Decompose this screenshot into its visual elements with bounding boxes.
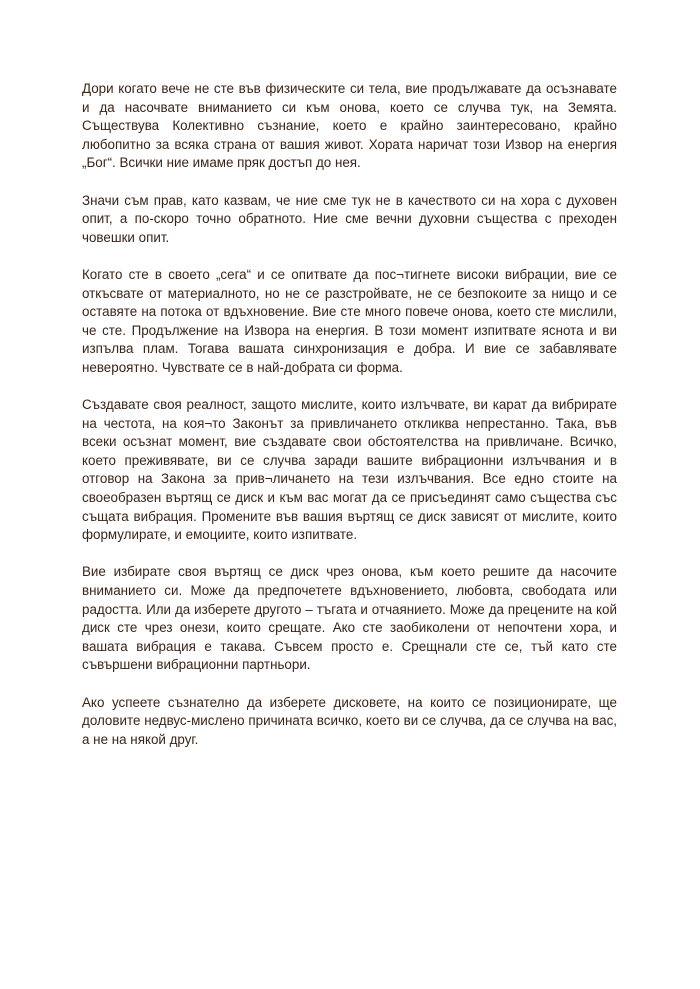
- paragraph-4: Създавате своя реалност, защото мислите, които излъчвате, ви карат да вибрирате на честота, на коя¬то Законът за привличането откликва непрестанно. Така, във всеки осъзнат момент, вие създавате свои обстоятелства на привличане. Всичко, което преживявате, ви се случва заради вашите вибрационни излъчвания и в отговор на Закона за прив¬личането на тези излъчвания. Все едно стоите на своеобразен въртящ се диск и към вас могат да се присъединят само същества със същата вибрация. Промените във вашия въртящ се диск зависят от мислите, които формулирате, и емоциите, които изпитвате.: [82, 397, 617, 543]
- paragraph-3: Когато сте в своето „сега“ и се опитвате да пос¬тигнете високи вибрации, вие се откъсвате от материалното, но не се разстройвате, не се безпокоите за нищо и се оставяте на потока от вдъхновение. Вие сте много повече онова, което сте мислили, че сте. Продължение на Извора на енергия. В този момент изпитвате яснота и ви изпълва плам. Тогава вашата синхронизация е добра. И вие се забавлявате невероятно. Чувствате се в най-добрата си форма.: [82, 266, 617, 375]
- document-body: [82, 80, 617, 768]
- paragraph-6: Ако успеете съзнателно да изберете дисковете, на които се позиционирате, ще доловите недвус-мислено причината всичко, което ви се случва, да се случва на вас, а не на някой друг.: [82, 694, 617, 747]
- paragraph-1: Дори когато вече не сте във физическите си тела, вие продължавате да осъзнавате и да насочвате вниманието си към онова, което се случва тук, на Земята. Съществува Колективно съзнание, което е крайно заинтересовано, крайно любопитно за всяка страна от вашия живот. Хората наричат този Извор на енергия „Бог“. Всички ние имаме пряк достъп до нея.: [82, 81, 617, 171]
- paragraph-2: Значи съм прав, като казвам, че ние сме тук не в качеството си на хора с духовен опит, а по-скоро точно обратното. Ние сме вечни духовни същества с преходен човешки опит.: [82, 192, 617, 245]
- paragraph-5: Вие избирате своя въртящ се диск чрез онова, към което решите да насочите вниманието си. Може да предпочетете вдъхновението, любовта, свободата или радостта. Или да изберете другото – тъгата и отчаянието. Може да прецените на кой диск сте чрез онези, които срещате. Ако сте заобиколени от непочтени хора, и вашата вибрация е такава. Съвсем просто е. Срещнали сте се, тъй като сте съвършени вибрационни партньори.: [82, 564, 617, 673]
